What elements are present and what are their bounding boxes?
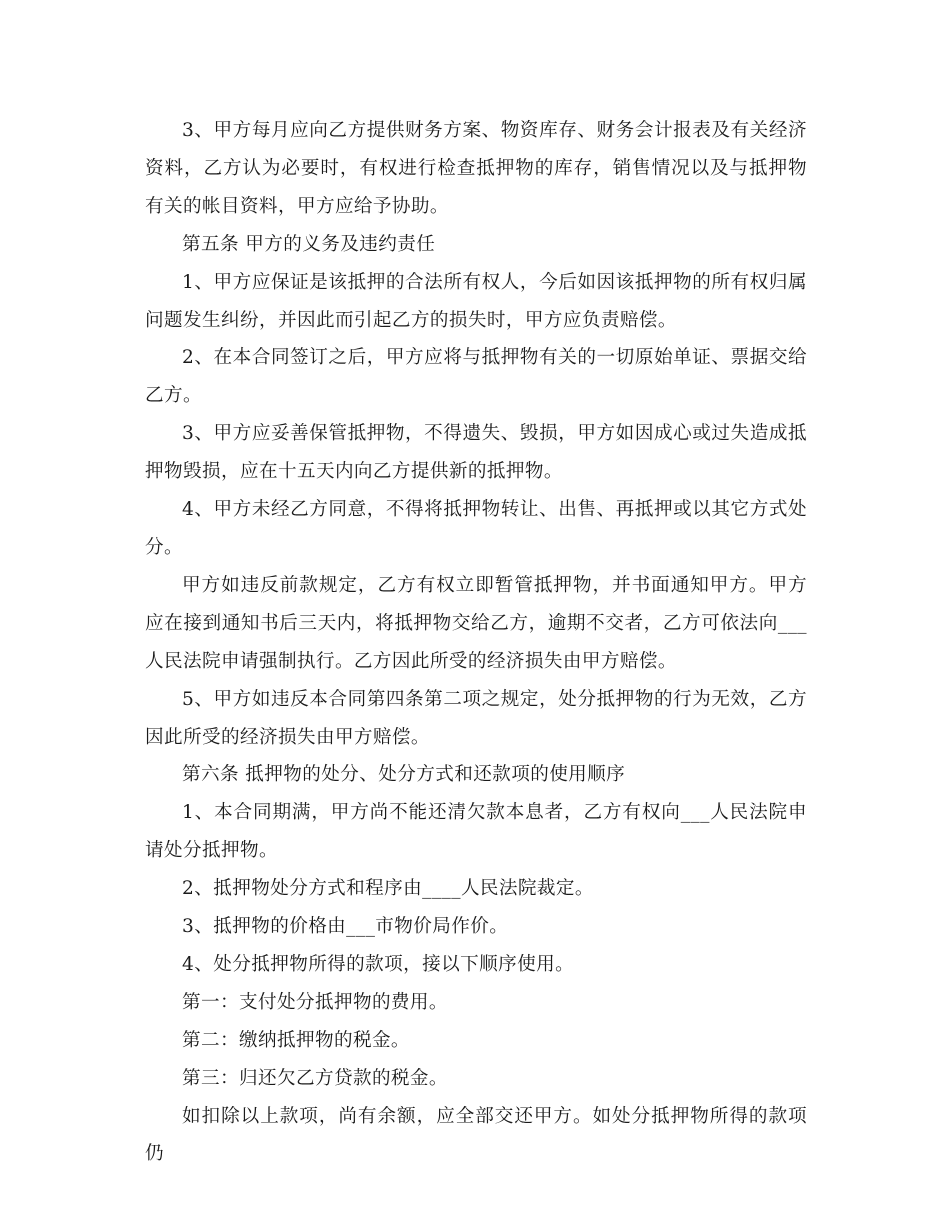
clause-5-5-invalid-disposal: 5、甲方如违反本合同第四条第二项之规定，处分抵押物的行为无效，乙方因此所受的经济损失由甲方赔偿。: [145, 688, 807, 748]
clause-6-4-proceeds-order: 4、处分抵押物所得的款项，接以下顺序使用。: [182, 953, 575, 975]
article-5-heading: 第五条 甲方的义务及违约责任: [182, 233, 436, 255]
clause-5-3-safekeeping: 3、甲方应妥善保管抵押物，不得遗失、毁损，甲方如因成心或过失造成抵押物毁损，应在十五天内向乙方提供新的抵押物。: [145, 423, 807, 483]
clause-5-4-no-transfer: 4、甲方未经乙方同意，不得将抵押物转让、出售、再抵押或以其它方式处分。: [145, 499, 807, 558]
document-page: [145, 112, 807, 1173]
clause-5-1-ownership: 1、甲方应保证是该抵押的合法所有权人，今后如因该抵押物的所有权归属问题发生纠纷，并因此而引起乙方的损失时，甲方应负责赔偿。: [145, 271, 807, 331]
order-item-third: 第三：归还欠乙方贷款的税金。: [182, 1067, 448, 1089]
clause-5-4-violation: 甲方如违反前款规定，乙方有权立即暂管抵押物，并书面通知甲方。甲方应在接到通知书后三天内，将抵押物交给乙方，逾期不交者，乙方可依法向___人民法院申请强制执行。乙方因此所受的经济损失由甲方赔偿。: [145, 574, 807, 672]
order-item-first: 第一：支付处分抵押物的费用。: [182, 991, 448, 1013]
clause-5-2-documents: 2、在本合同签订之后，甲方应将与抵押物有关的一切原始单证、票据交给乙方。: [145, 347, 807, 407]
clause-6-2-disposal-procedure: 2、抵押物处分方式和程序由____人民法院裁定。: [182, 878, 594, 900]
clause-6-1-court-application: 1、本合同期满，甲方尚不能还清欠款本息者，乙方有权向___人民法院申请处分抵押物。: [145, 802, 807, 862]
clause-remaining-balance: 如扣除以上款项，尚有余额，应全部交还甲方。如处分抵押物所得的款项仍: [145, 1105, 807, 1165]
clause-4-3-financial-reports: 3、甲方每月应向乙方提供财务方案、物资库存、财务会计报表及有关经济资料，乙方认为必要时，有权进行检查抵押物的库存，销售情况以及与抵押物有关的帐目资料，甲方应给予协助。: [145, 120, 807, 217]
clause-6-3-pricing: 3、抵押物的价格由___市物价局作价。: [182, 916, 509, 938]
order-item-second: 第二：缴纳抵押物的税金。: [182, 1029, 410, 1051]
article-6-heading: 第六条 抵押物的处分、处分方式和还款项的使用顺序: [182, 764, 626, 786]
